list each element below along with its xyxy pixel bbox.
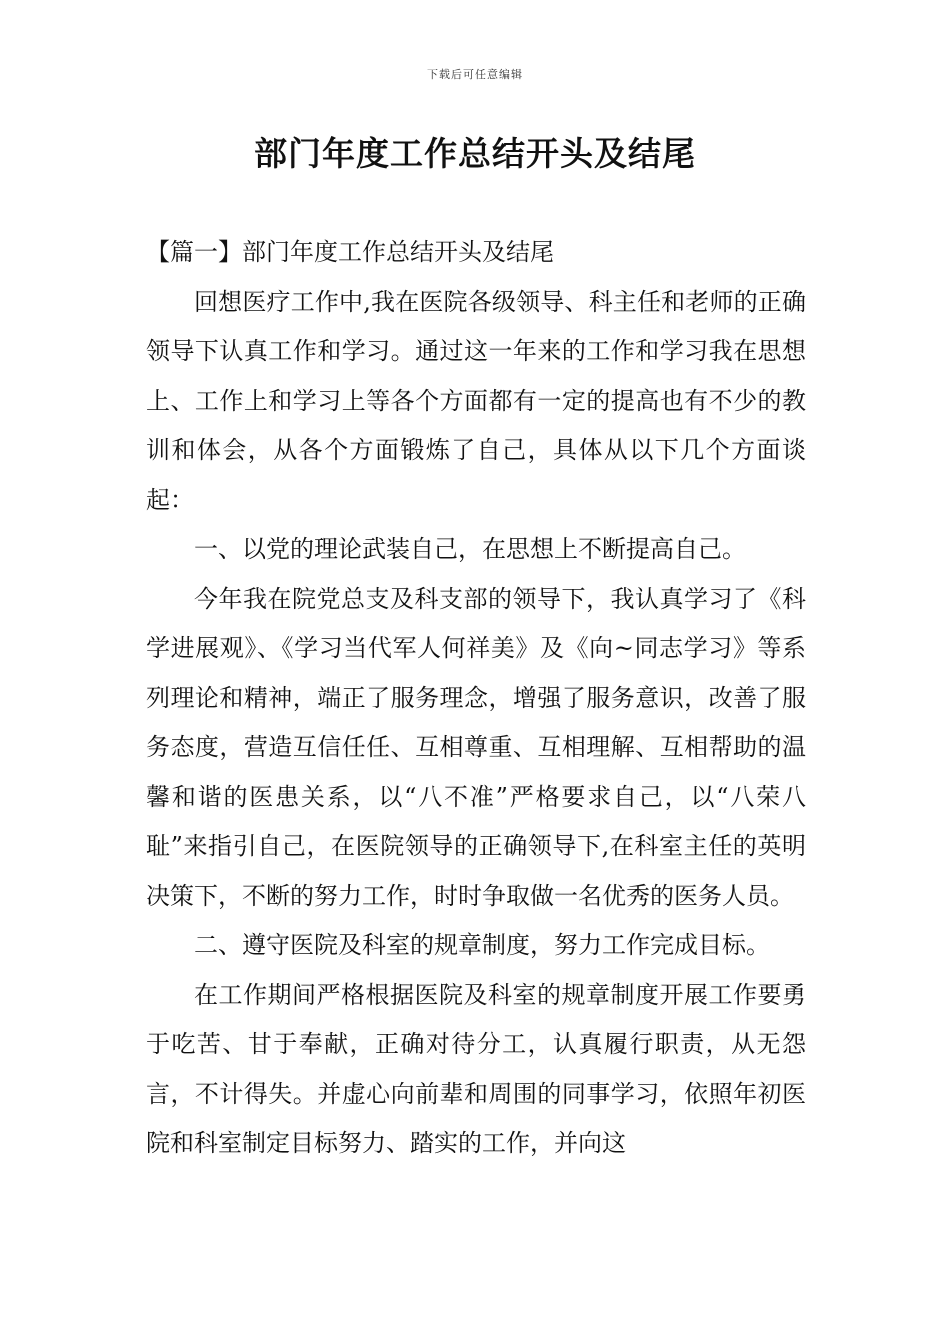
document-title: 部门年度工作总结开头及结尾 [254,134,696,173]
document-body [146,228,806,1169]
header-note: 下载后可任意编辑 [427,68,523,81]
subheading-two: 二、遵守医院及科室的规章制度，努力工作完成目标。 [194,931,770,959]
section-heading: 【篇一】部门年度工作总结开头及结尾 [146,238,554,266]
paragraph-work: 在工作期间严格根据医院及科室的规章制度开展工作要勇于吃苦、甘于奉献，正确对待分工，认真履行职责，从无怨言，不计得失。并虚心向前辈和周围的同事学习，依照年初医院和科室制定目标努力、踏实的工作，并向这 [146,980,806,1157]
paragraph-study: 今年我在院党总支及科支部的领导下，我认真学习了《科学进展观》、《学习当代军人何祥美》及《向~同志学习》等系列理论和精神，端正了服务理念，增强了服务意识，改善了服务态度，营造互信任任、互相尊重、互相理解、互相帮助的温馨和谐的医患关系，以“八不准”严格要求自己，以“八荣八耻”来指引自己，在医院领导的正确领导下,在科室主任的英明决策下，不断的努力工作，时时争取做一名优秀的医务人员。 [146,584,806,910]
subheading-one: 一、以党的理论武装自己，在思想上不断提高自己。 [194,535,746,563]
paragraph-intro: 回想医疗工作中,我在医院各级领导、科主任和老师的正确领导下认真工作和学习。通过这一年来的工作和学习我在思想上、工作上和学习上等各个方面都有一定的提高也有不少的教训和体会，从各个方面锻炼了自己，具体从以下几个方面谈起： [146,287,806,514]
